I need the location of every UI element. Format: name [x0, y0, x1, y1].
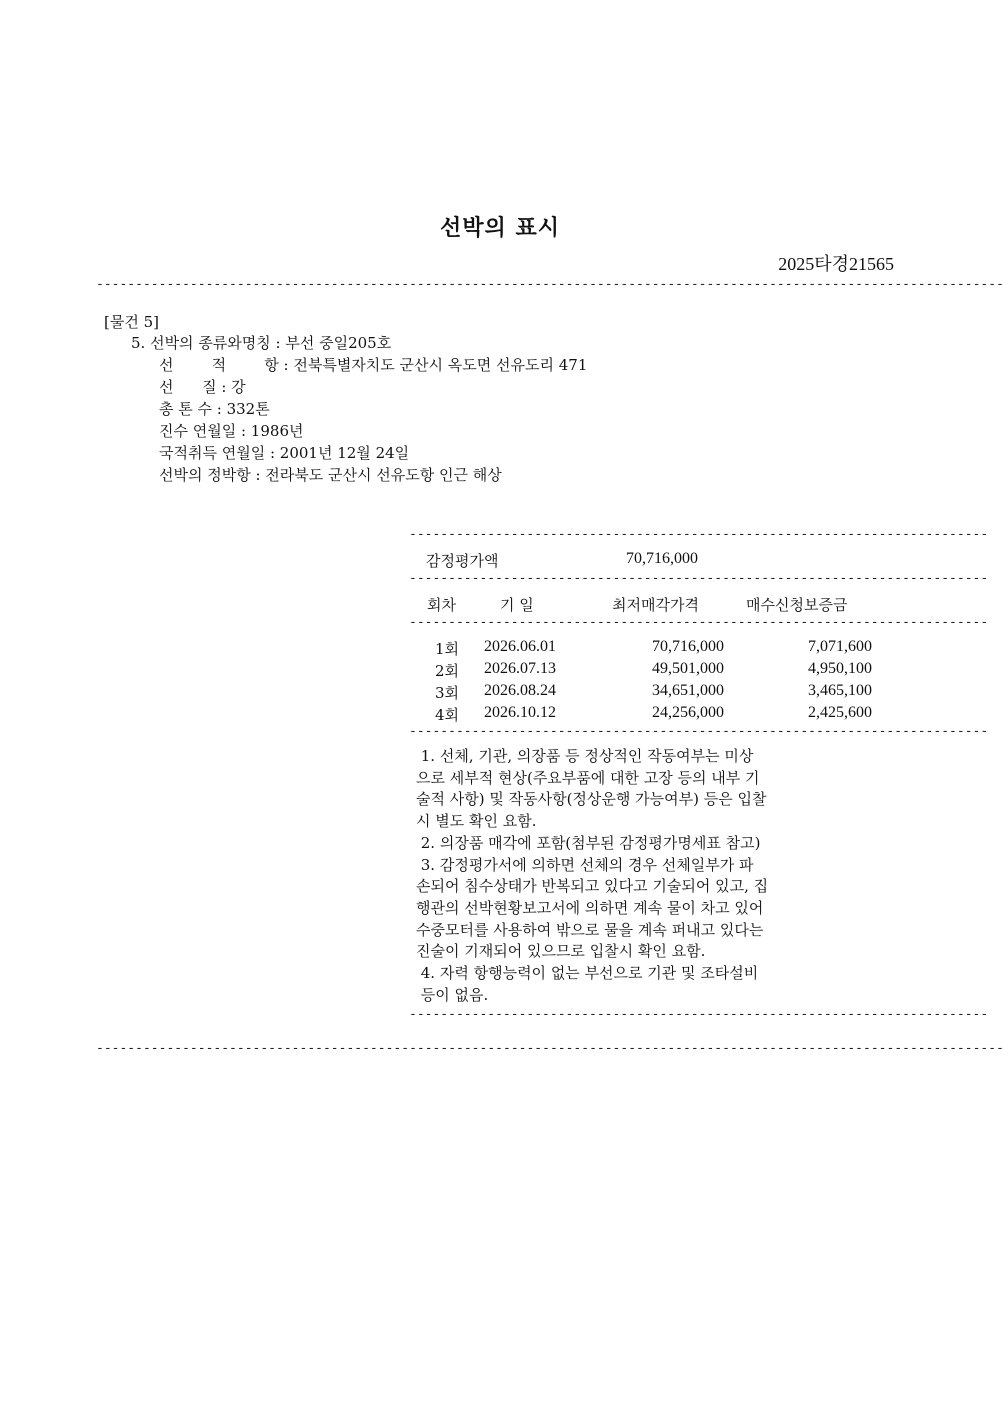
table-row-round: 3회 — [435, 684, 460, 702]
table-row-min-price: 49,501,000 — [652, 660, 724, 677]
note-line: 등이 없음. — [416, 985, 489, 1004]
table-row-min-price: 24,256,000 — [652, 704, 724, 721]
header-deposit: 매수신청보증금 — [746, 596, 848, 614]
note-line: 2. 의장품 매각에 포함(첨부된 감정평가명세표 참고) — [416, 833, 761, 852]
table-row-round: 2회 — [435, 662, 460, 680]
note-line: 손되어 침수상태가 반복되고 있다고 기술되어 있고, 집 — [416, 877, 769, 896]
hull-material: 선 질 : 강 — [159, 378, 246, 396]
launch-date: 진수 연월일 : 1986년 — [159, 422, 304, 440]
header-date: 기 일 — [500, 596, 534, 614]
note-line: 4. 자력 항행능력이 없는 부선으로 기관 및 조타설비 — [416, 964, 759, 982]
table-row-min-price: 70,716,000 — [652, 638, 724, 655]
gross-tonnage: 총 톤 수 : 332톤 — [159, 400, 270, 418]
header-round: 회차 — [427, 596, 456, 614]
note-line: 진술이 기재되어 있으므로 입찰시 확인 요함. — [416, 942, 706, 961]
bottom-divider: -------------------------------------------------------------------------------------------------------------------- — [96, 1041, 1004, 1056]
table-rule-top: -------------------------------------------------------------------------- — [409, 527, 989, 542]
mooring-port: 선박의 정박항 : 전라북도 군산시 선유도항 인근 해상 — [159, 466, 502, 484]
vessel-type-name: 5. 선박의 종류와명칭 : 부선 중일205호 — [131, 334, 392, 352]
table-row-date: 2026.07.13 — [484, 660, 556, 677]
table-row-deposit: 3,465,100 — [808, 682, 872, 699]
note-line: 1. 선체, 기관, 의장품 등 정상적인 작동여부는 미상 — [416, 747, 754, 765]
appraisal-value: 70,716,000 — [626, 550, 698, 567]
top-divider: -------------------------------------------------------------------------------------------------------------------- — [96, 277, 1004, 292]
header-min-price: 최저매각가격 — [612, 596, 699, 614]
note-line: 술적 사항) 및 작동사항(정상운행 가능여부) 등은 입찰 — [416, 790, 767, 809]
note-line: 수중모터를 사용하여 밖으로 물을 계속 퍼내고 있다는 — [416, 920, 764, 939]
table-rule-3: -------------------------------------------------------------------------- — [409, 615, 989, 630]
port-of-registry: 선 적 항 : 전북특별자치도 군산시 옥도면 선유도리 471 — [159, 356, 588, 374]
table-row-round: 4회 — [435, 706, 460, 724]
note-line: 3. 감정평가서에 의하면 선체의 경우 선체일부가 파 — [416, 855, 754, 874]
note-line: 으로 세부적 현상(주요부품에 대한 고장 등의 내부 기 — [416, 768, 760, 787]
table-row-deposit: 4,950,100 — [808, 660, 872, 677]
item-label: [물건 5] — [104, 313, 159, 331]
table-row-date: 2026.06.01 — [484, 638, 556, 655]
table-rule-2: -------------------------------------------------------------------------- — [409, 571, 989, 586]
table-row-round: 1회 — [435, 640, 460, 658]
appraisal-label: 감정평가액 — [426, 552, 499, 570]
nationality-date: 국적취득 연월일 : 2001년 12월 24일 — [159, 444, 410, 462]
table-rule-4: -------------------------------------------------------------------------- — [409, 724, 989, 739]
table-row-min-price: 34,651,000 — [652, 682, 724, 699]
table-row-date: 2026.10.12 — [484, 704, 556, 721]
note-line: 행관의 선박현황보고서에 의하면 계속 물이 차고 있어 — [416, 898, 764, 917]
table-rule-bottom: -------------------------------------------------------------------------- — [409, 1007, 989, 1022]
table-row-deposit: 7,071,600 — [808, 638, 872, 655]
document-title: 선박의 표시 — [440, 216, 560, 241]
note-line: 시 별도 확인 요함. — [416, 812, 537, 831]
case-number: 2025타경21565 — [778, 254, 894, 274]
table-row-deposit: 2,425,600 — [808, 704, 872, 721]
table-row-date: 2026.08.24 — [484, 682, 556, 699]
